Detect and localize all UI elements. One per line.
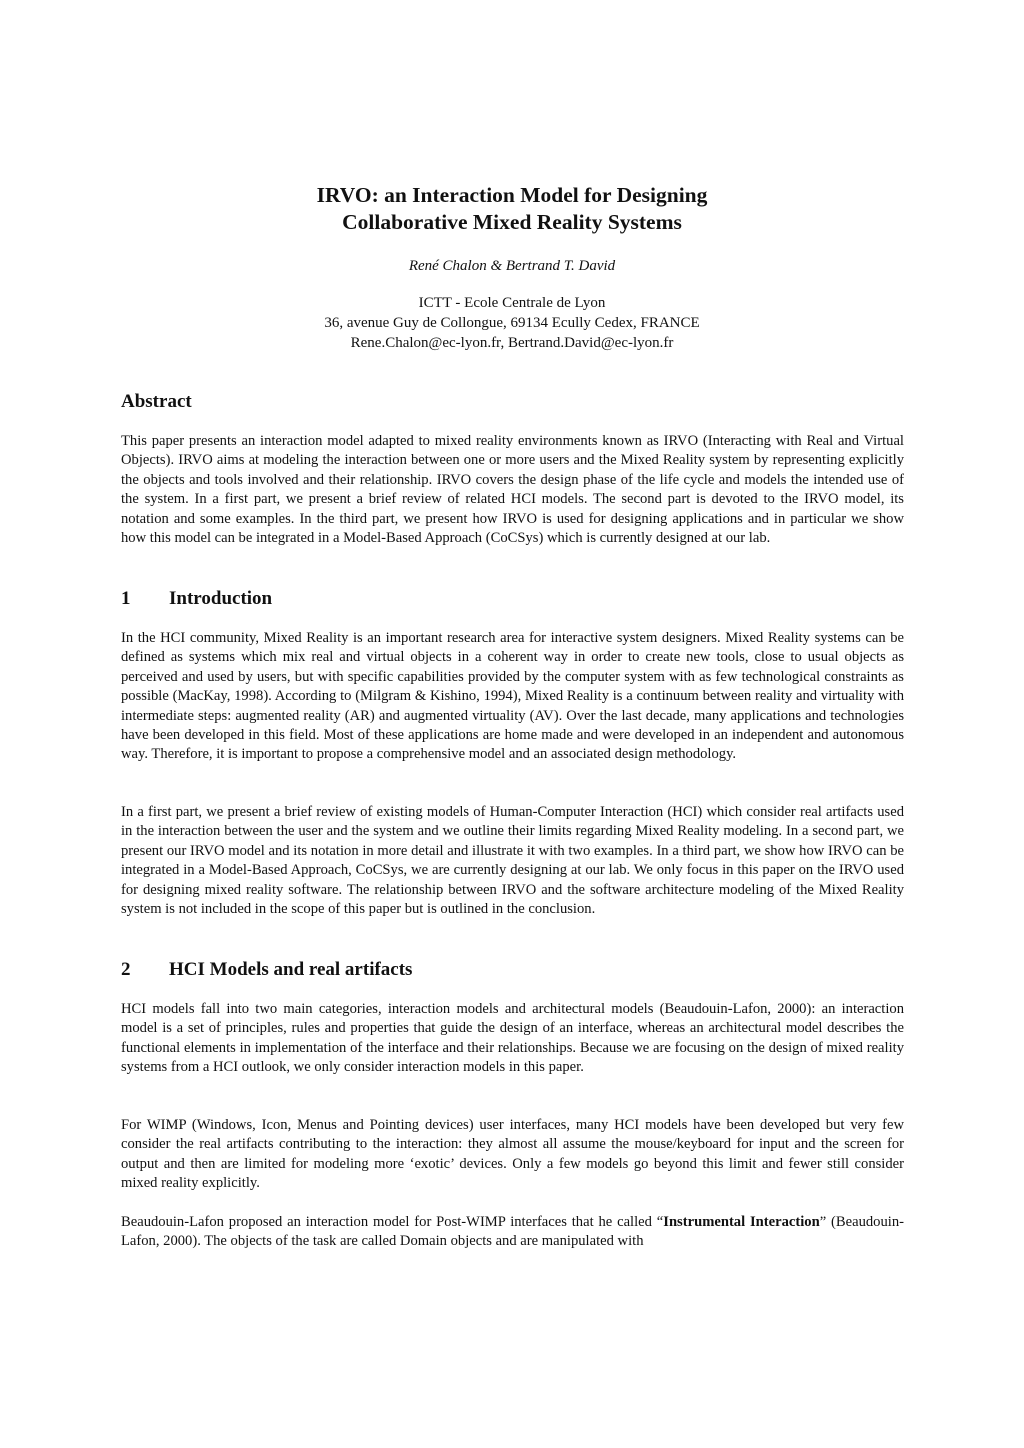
section-2-paragraph-3 [121,1213,904,1252]
affiliation-line-1: ICTT - Ecole Centrale de Lyon [418,295,606,311]
paper-title [0,182,1024,236]
affiliation-line-2: 36, avenue Guy de Collongue, 69134 Ecully Cedex, FRANCE [324,315,700,331]
affiliation-emails: Rene.Chalon@ec-lyon.fr, Bertrand.David@ec-lyon.fr [350,335,674,351]
section-1-paragraph-2: In a first part, we present a brief review of existing models of Human-Computer Interaction (HCI) which consider real artifacts used in the interaction between the user and the system and we outline their limits regarding Mixed Reality modeling. In a second part, we present our IRVO model and its notation in more detail and illustrate it with two examples. In a third part, we show how IRVO can be integrated in a Model-Based Approach, CoCSys, we are currently designing at our lab. We only focus in this paper on the IRVO used for designing mixed reality software. The relationship between IRVO and the software architecture modeling of the Mixed Reality system is not included in the scope of this paper but is outlined in the conclusion. [121,804,904,918]
paragraph-3-end: ” (Beaudouin-Lafon, 2000). The objects of the task are called Domain objects and are manipulated with [121,1214,904,1250]
section-1-number: 1 [121,588,131,609]
section-2-heading [121,958,412,982]
instrumental-interaction-term: Instrumental Interaction [663,1214,820,1230]
abstract-heading: Abstract [121,391,192,412]
section-1-paragraph-1: In the HCI community, Mixed Reality is an important research area for interactive system designers. Mixed Reality systems can be defined as systems which mix real and virtual objects in a coherent way in order to create new tools, close to usual objects as perceived and used by users, but with specific capabilities provided by the computer system with as few technological constraints as possible (MacKay, 1998). According to (Milgram & Kishino, 1994), Mixed Reality is a continuum between reality and virtuality with intermediate steps: augmented reality (AR) and augmented virtuality (AV). Over the last decade, many applications and technologies have been developed in this field. Most of these applications are home made and were developed in an independent and autonomous way. Therefore, it is important to propose a comprehensive model and an associated design methodology. [121,630,904,763]
section-2-paragraph-2: For WIMP (Windows, Icon, Menus and Pointing devices) user interfaces, many HCI models have been developed but very few consider the real artifacts contributing to the interaction: they almost all assume the mouse/keyboard for input and the screen for output and then are limited for modeling more ‘exotic’ devices. Only a few models go beyond this limit and fewer still consider mixed reality explicitly. [121,1117,904,1192]
section-2-paragraph-1: HCI models fall into two main categories, interaction models and architectural models (Beaudouin-Lafon, 2000): an interaction model is a set of principles, rules and properties that guide the design of an interface, whereas an architectural model describes the functional elements in implementation of the interface and their relationships. Because we are focusing on the design of mixed reality systems from a HCI outlook, we only consider interaction models in this paper. [121,1001,904,1076]
title-line-1: IRVO: an Interaction Model for Designing [316,183,708,207]
section-2-title: HCI Models and real artifacts [169,959,413,980]
paragraph-3-start: Beaudouin-Lafon proposed an interaction model for Post-WIMP interfaces that he called “ [121,1214,664,1230]
section-1-title: Introduction [169,588,273,609]
section-1-heading [121,587,272,611]
section-2-number: 2 [121,959,131,980]
title-line-2: Collaborative Mixed Reality Systems [342,210,682,234]
paper-authors: René Chalon & Bertrand T. David [408,258,616,274]
abstract-text: This paper presents an interaction model adapted to mixed reality environments known as IRVO (Interacting with Real and Virtual Objects). IRVO aims at modeling the interaction between one or more users and the Mixed Reality system by representing explicitly the objects and tools involved and their relationship. IRVO covers the design phase of the life cycle and models the intended use of the system. In a first part, we present a brief review of related HCI models. The second part is devoted to the IRVO model, its notation and some examples. In the third part, we present how IRVO is used for designing applications and in particular we show how this model can be integrated in a Model-Based Approach (CoCSys) which is currently designed at our lab. [121,433,904,547]
paper-affiliation [0,293,1024,353]
